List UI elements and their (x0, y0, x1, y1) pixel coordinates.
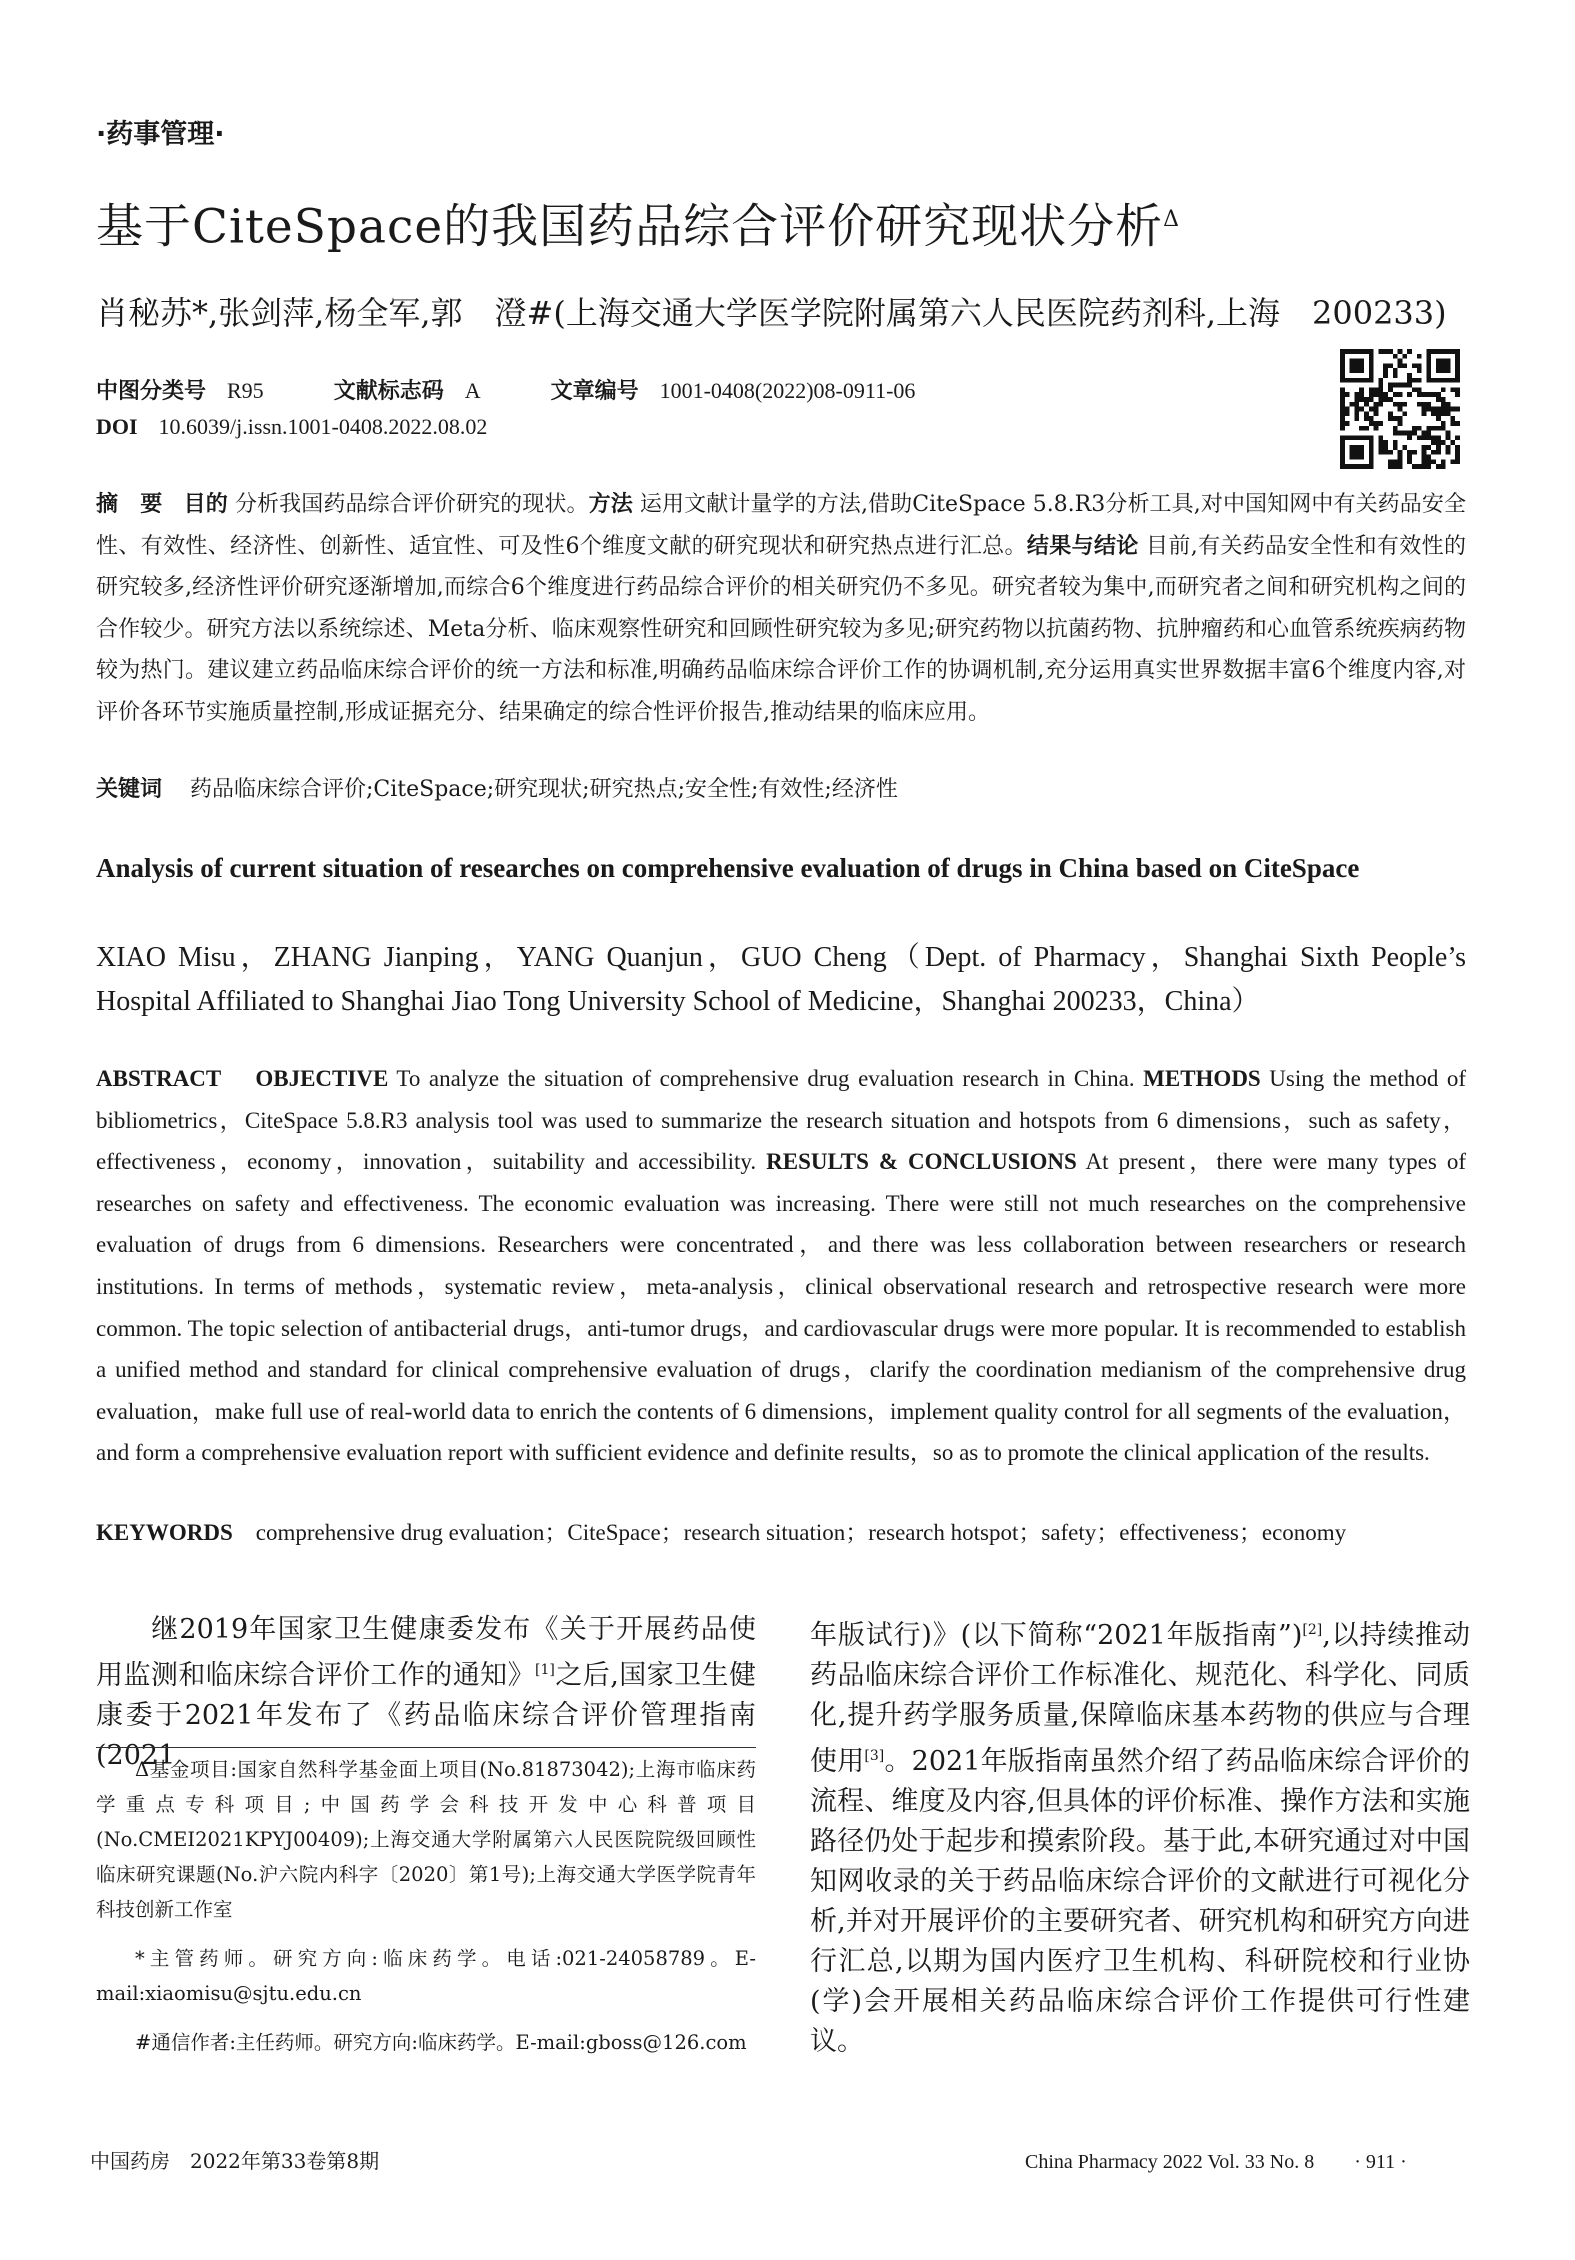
keywords-en-text: comprehensive drug evaluation；CiteSpace；research situation；research hotspot；safety；effectiveness；economy (255, 1520, 1347, 1545)
english-authors: XIAO Misu，ZHANG Jianping，YANG Quanjun，GUO Cheng（Dept. of Pharmacy，Shanghai Sixth People’s Hospital Affiliated to Shanghai Jiao Tong University School of Medicine，Shanghai 200233，China） (96, 942, 1466, 1017)
keywords-cn-label: 关键词 (96, 777, 163, 802)
corresponding-author-footnote: #通信作者:主任药师。研究方向:临床药学。E-mail:gboss@126.com (135, 2031, 747, 2054)
footnote-divider (96, 1747, 756, 1748)
keywords-cn-text: 药品临床综合评价;CiteSpace;研究现状;研究热点;安全性;有效性;经济性 (190, 777, 898, 802)
doc-code-label: 文献标志码 (333, 379, 444, 404)
keywords-en (96, 1514, 1346, 1547)
body-left-text-b: 之后,国家卫生健康委于2021年发布了《药品临床综合评价管理指南(2021 (96, 1660, 756, 1771)
body-left-text-a: 继2019年国家卫生健康委发布《关于开展药品使用监测和临床综合评价工作的通知》 (96, 1614, 756, 1691)
body-column-right (810, 1610, 1470, 2062)
objective-en-label: OBJECTIVE (255, 1066, 389, 1091)
body-right-text-b: ,以持续推动药品临床综合评价工作标准化、规范化、科学化、同质化,提升药学服务质量,保障临床基本药物的供应与合理使用 (810, 1620, 1471, 1777)
article-number-value: 1001-0408(2022)08-0911-06 (659, 378, 916, 403)
body-right-text-a: 年版试行)》(以下简称“2021年版指南”) (810, 1620, 1303, 1651)
article-number-label: 文章编号 (550, 379, 639, 404)
footnotes (96, 1752, 756, 2060)
doi-value[interactable]: 10.6039/j.issn.1001-0408.2022.08.02 (158, 414, 488, 439)
title-text: 基于CiteSpace的我国药品综合评价研究现状分析 (96, 199, 1164, 255)
citation-ref-1[interactable]: [1] (535, 1662, 555, 1678)
first-author-footnote: *主管药师。研究方向:临床药学。电话:021-24058789。E-mail:xiaomisu@sjtu.edu.cn (96, 1947, 756, 2005)
abstract-en (96, 1058, 1466, 1474)
doi-line (96, 414, 487, 440)
footer-journal-cn: 中国药房 2022年第33卷第8期 (90, 2149, 380, 2173)
citation-ref-3[interactable]: [3] (864, 1748, 885, 1764)
clc-label: 中图分类号 (96, 379, 207, 404)
methods-en-text: Using the method of bibliometrics，CiteSpace 5.8.R3 analysis tool was used to summarize the research situation and hotspots from 6 dimensions，such as safety，effectiveness，economy，innovation，suitability and accessibility. (96, 1066, 1467, 1175)
methods-cn-text: 运用文献计量学的方法,借助CiteSpace 5.8.R3分析工具,对中国知网中有关药品安全性、有效性、经济性、创新性、适宜性、可及性6个维度文献的研究现状和研究热点进行汇总。 (96, 492, 1466, 559)
clc-value: R95 (227, 378, 264, 403)
abstract-cn-label: 摘 要 (96, 492, 163, 517)
results-en-text: At present，there were many types of researches on safety and effectiveness. The economic evaluation was increasing. There were still not much researches on the comprehensive evaluation of drugs from 6 dimensions. Researchers were concentrated，and there was less collaboration between researchers or research institutions. In terms of methods，systematic review，meta-analysis，clinical observational research and retrospective research were more common. The topic selection of antibacterial drugs，anti-tumor drugs，and cardiovascular drugs were more popular. It is recommended to establish a unified method and standard for clinical comprehensive evaluation of drugs，clarify the coordination medianism of the comprehensive drug evaluation，make full use of real-world data to enrich the contents of 6 dimensions，implement quality control for all segments of the evaluation，and form a comprehensive evaluation report with sufficient evidence and definite results，so as to promote the clinical application of the results. (96, 1149, 1467, 1466)
article-meta (96, 374, 985, 405)
citation-ref-2[interactable]: [2] (1302, 1622, 1323, 1638)
footer-journal-en: China Pharmacy 2022 Vol. 33 No. 8 · 911 · (1025, 2151, 1407, 2173)
doi-label: DOI (96, 414, 138, 439)
methods-en-label: METHODS (1143, 1066, 1261, 1091)
authors-line: 肖秘苏*,张剑萍,杨全军,郭 澄#(上海交通大学医学院附属第六人民医院药剂科,上海 200233) (96, 294, 1447, 332)
results-cn-label: 结果与结论 (1026, 533, 1139, 559)
abstract-cn (96, 484, 1466, 733)
objective-cn-label: 目的 (183, 492, 228, 517)
results-en-label: RESULTS & CONCLUSIONS (766, 1149, 1077, 1175)
methods-cn-label: 方法 (588, 492, 633, 517)
abstract-en-label: ABSTRACT (96, 1066, 222, 1091)
body-right-text-c: 。2021年版指南虽然介绍了药品临床综合评价的流程、维度及内容,但具体的评价标准、操作方法和实施路径仍处于起步和摸索阶段。基于此,本研究通过对中国知网收录的关于药品临床综合评价的文献进行可视化分析,并对开展评价的主要研究者、研究机构和研究方向进行汇总,以期为国内医疗卫生机构、科研院校和行业协(学)会开展相关药品临床综合评价工作提供可行性建议。 (810, 1746, 1470, 2057)
page-title (96, 190, 1180, 258)
section-tag: ·药事管理· (96, 119, 225, 150)
keywords-en-label: KEYWORDS (96, 1520, 233, 1545)
results-cn-text: 目前,有关药品安全性和有效性的研究较多,经济性评价研究逐渐增加,而综合6个维度进行药品综合评价的相关研究仍不多见。研究者较为集中,而研究者之间和研究机构之间的合作较少。研究方法以系统综述、Meta分析、临床观察性研究和回顾性研究较为多见;研究药物以抗菌药物、抗肿瘤药和心血管系统疾病药物较为热门。建议建立药品临床综合评价的统一方法和标准,明确药品临床综合评价工作的协调机制,充分运用真实世界数据丰富6个维度内容,对评价各环节实施质量控制,形成证据充分、结果确定的综合性评价报告,推动结果的临床应用。 (96, 533, 1466, 725)
objective-cn-text: 分析我国药品综合评价研究的现状。 (234, 492, 589, 517)
english-title: Analysis of current situation of researches on comprehensive evaluation of drugs in China based on CiteSpace (96, 853, 1360, 883)
doc-code-value: A (464, 378, 481, 403)
objective-en-text: To analyze the situation of comprehensive drug evaluation research in China. (396, 1066, 1135, 1091)
fund-footnote: Δ基金项目:国家自然科学基金面上项目(No.81873042);上海市临床药学重点专科项目;中国药学会科技开发中心科普项目(No.CMEI2021KPYJ00409);上海交通大学附属第六人民医院院级回顾性临床研究课题(No.沪六院内科字〔2020〕第1号);上海交通大学医学院青年科技创新工作室 (96, 1758, 756, 1921)
title-fund-mark: Δ (1163, 207, 1181, 232)
keywords-cn (96, 772, 898, 803)
qr-code-icon[interactable] (1340, 349, 1460, 469)
